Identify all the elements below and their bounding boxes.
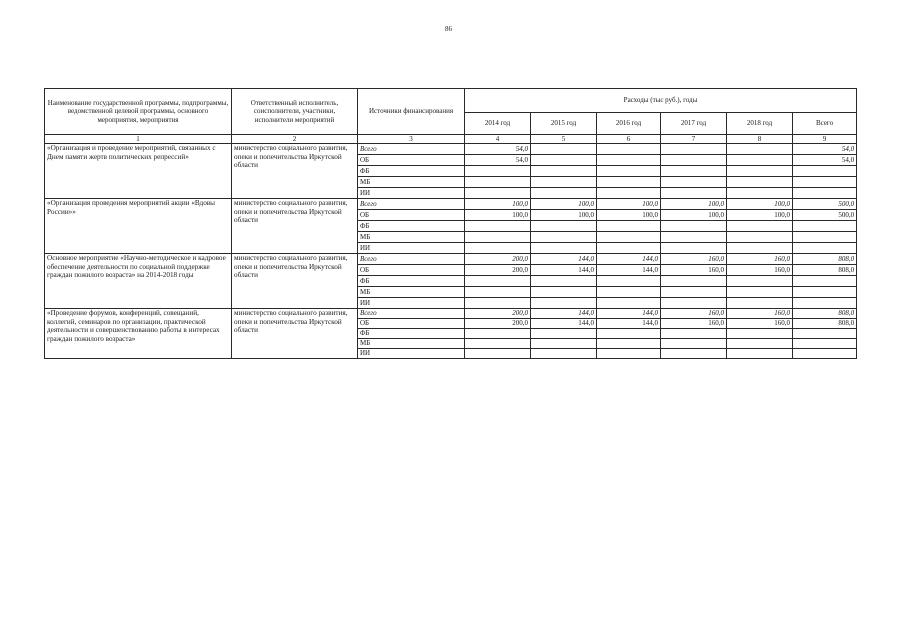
value-total: 54,0 [793,144,857,155]
value-2014 [465,349,531,359]
value-2017 [661,276,727,287]
value-2015 [531,188,597,199]
value-2017 [661,232,727,243]
table-row [45,144,857,155]
value-2016 [597,349,661,359]
value-2015: 144,0 [531,254,597,265]
value-2016 [597,232,661,243]
header-year-2017: 2017 год [661,113,727,135]
value-2015: 144,0 [531,319,597,329]
header-year-2015: 2015 год [531,113,597,135]
value-2014 [465,166,531,177]
value-2018 [727,155,793,166]
measure-name: Основное мероприятие «Научно-методическое и кадровое обеспечение деятельности по социальной поддержке граждан пожилого возраста» на 2014-2018 годы [45,254,232,309]
value-2017: 100,0 [661,199,727,210]
header-row [45,89,857,113]
value-2015: 100,0 [531,210,597,221]
value-2015 [531,298,597,309]
value-total [793,339,857,349]
value-2017: 160,0 [661,254,727,265]
value-2018 [727,144,793,155]
value-total: 500,0 [793,199,857,210]
value-2018 [727,166,793,177]
value-2016 [597,276,661,287]
table-row [45,199,857,210]
source-ii: ИИ [358,243,465,254]
value-2018 [727,232,793,243]
measure-name: «Организация проведения мероприятий акции «Вдовы России»» [45,199,232,254]
value-2017: 160,0 [661,319,727,329]
value-2016 [597,188,661,199]
value-2017 [661,166,727,177]
value-total [793,276,857,287]
executor: министерство социального развития, опеки и попечительства Иркутской области [232,309,358,359]
value-2014: 54,0 [465,155,531,166]
value-total [793,349,857,359]
source-ob: ОБ [358,319,465,329]
source-total: Всего [358,254,465,265]
value-2016 [597,298,661,309]
value-2014: 100,0 [465,199,531,210]
source-fb: ФБ [358,166,465,177]
value-2017 [661,339,727,349]
column-number: 4 [465,135,531,144]
value-2016 [597,287,661,298]
source-total: Всего [358,199,465,210]
value-2015 [531,287,597,298]
source-total: Всего [358,309,465,319]
column-number: 5 [531,135,597,144]
value-2017 [661,188,727,199]
value-2014 [465,298,531,309]
value-2018 [727,221,793,232]
page-number: 86 [445,25,452,33]
value-total: 54,0 [793,155,857,166]
header-executor: Ответственный исполнитель, соисполнители, участники, исполнители мероприятий [232,89,358,135]
value-2014: 200,0 [465,265,531,276]
source-fb: ФБ [358,329,465,339]
value-2014 [465,188,531,199]
value-2015 [531,221,597,232]
column-numbers-row [45,135,857,144]
value-2014 [465,177,531,188]
value-2017 [661,243,727,254]
value-2018: 160,0 [727,319,793,329]
value-2017 [661,329,727,339]
value-2017: 160,0 [661,265,727,276]
value-2015 [531,276,597,287]
value-2018 [727,339,793,349]
value-2015 [531,329,597,339]
value-2014 [465,221,531,232]
value-total [793,188,857,199]
source-mb: МБ [358,232,465,243]
column-number: 8 [727,135,793,144]
value-2017 [661,287,727,298]
source-ob: ОБ [358,210,465,221]
value-2018 [727,177,793,188]
value-2016 [597,177,661,188]
header-expenses: Расходы (тыс руб.), годы [465,89,857,113]
source-ob: ОБ [358,155,465,166]
value-2014 [465,243,531,254]
source-mb: МБ [358,339,465,349]
value-2018: 100,0 [727,199,793,210]
source-mb: МБ [358,287,465,298]
value-2014 [465,287,531,298]
value-2015 [531,339,597,349]
value-2015 [531,166,597,177]
value-total [793,298,857,309]
source-total: Всего [358,144,465,155]
value-2018: 160,0 [727,309,793,319]
table-row [45,309,857,319]
value-total [793,287,857,298]
value-2015 [531,232,597,243]
column-number: 3 [358,135,465,144]
value-2017 [661,177,727,188]
value-2017 [661,155,727,166]
value-2016: 144,0 [597,265,661,276]
header-name: Наименование государственной программы, подпрограммы, ведомственной целевой программы, основного мероприятия, мероприятия [45,89,232,135]
value-2014 [465,339,531,349]
value-2017 [661,144,727,155]
column-number: 7 [661,135,727,144]
value-2014 [465,329,531,339]
source-fb: ФБ [358,276,465,287]
value-2016 [597,144,661,155]
value-2018: 160,0 [727,265,793,276]
value-2016 [597,243,661,254]
value-2014 [465,276,531,287]
header-year-2014: 2014 год [465,113,531,135]
value-2016: 144,0 [597,254,661,265]
value-2016: 144,0 [597,319,661,329]
value-2018: 100,0 [727,210,793,221]
value-2015 [531,243,597,254]
value-total [793,243,857,254]
value-2014: 200,0 [465,254,531,265]
header-source: Источники финансирования [358,89,465,135]
value-total [793,329,857,339]
value-2016 [597,339,661,349]
executor: министерство социального развития, опеки и попечительства Иркутской области [232,144,358,199]
header-total: Всего [793,113,857,135]
source-ii: ИИ [358,188,465,199]
value-2015: 144,0 [531,265,597,276]
value-2014: 200,0 [465,319,531,329]
value-2014: 200,0 [465,309,531,319]
value-2015 [531,177,597,188]
column-number: 1 [45,135,232,144]
value-2016: 100,0 [597,210,661,221]
value-2018 [727,287,793,298]
value-total: 808,0 [793,319,857,329]
value-2018 [727,349,793,359]
value-2016: 144,0 [597,309,661,319]
table-row [45,254,857,265]
value-2016 [597,221,661,232]
expenses-table [44,88,857,359]
value-total: 500,0 [793,210,857,221]
value-total [793,166,857,177]
value-2018 [727,329,793,339]
value-2017 [661,349,727,359]
source-ii: ИИ [358,349,465,359]
measure-name: «Организация и проведение мероприятий, связанных с Днем памяти жертв политических репрессий» [45,144,232,199]
value-2018 [727,298,793,309]
value-total: 808,0 [793,265,857,276]
value-2014: 54,0 [465,144,531,155]
value-2016 [597,155,661,166]
value-2018: 160,0 [727,254,793,265]
source-ii: ИИ [358,298,465,309]
column-number: 9 [793,135,857,144]
executor: министерство социального развития, опеки и попечительства Иркутской области [232,199,358,254]
value-2015: 100,0 [531,199,597,210]
value-2017 [661,221,727,232]
value-2014 [465,232,531,243]
value-2018 [727,243,793,254]
column-number: 6 [597,135,661,144]
header-year-2018: 2018 год [727,113,793,135]
measure-name: «Проведение форумов, конференций, совещаний, коллегий, семинаров по организации, практической деятельности и совершенствованию работы в интересах граждан пожилого возраста» [45,309,232,359]
header-year-2016: 2016 год [597,113,661,135]
value-2016 [597,329,661,339]
value-2015 [531,349,597,359]
executor: министерство социального развития, опеки и попечительства Иркутской области [232,254,358,309]
source-fb: ФБ [358,221,465,232]
value-total [793,177,857,188]
value-2014: 100,0 [465,210,531,221]
value-total [793,221,857,232]
column-number: 2 [232,135,358,144]
value-total [793,232,857,243]
value-2015 [531,155,597,166]
value-2015: 144,0 [531,309,597,319]
value-2016: 100,0 [597,199,661,210]
value-2018 [727,276,793,287]
value-2017: 100,0 [661,210,727,221]
value-2017 [661,298,727,309]
value-2016 [597,166,661,177]
source-mb: МБ [358,177,465,188]
source-ob: ОБ [358,265,465,276]
value-2018 [727,188,793,199]
value-total: 808,0 [793,254,857,265]
value-total: 808,0 [793,309,857,319]
value-2015 [531,144,597,155]
value-2017: 160,0 [661,309,727,319]
